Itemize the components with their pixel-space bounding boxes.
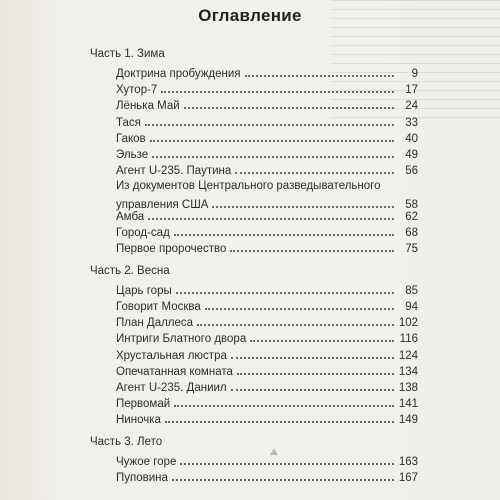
toc-entry[interactable] — [116, 346, 418, 362]
toc-entry-title: Тася — [116, 117, 141, 129]
leader-dots — [231, 388, 394, 391]
leader-dots — [174, 404, 394, 407]
toc-entry-title: Первое пророчество — [116, 243, 227, 255]
page-title: Оглавление — [198, 6, 302, 25]
leader-dots — [161, 90, 394, 93]
leader-dots — [245, 74, 394, 77]
toc-entry-page: 94 — [405, 301, 418, 313]
toc-entry-title: Доктрина пробуждения — [116, 68, 241, 80]
toc-entry-title: Ниночка — [116, 414, 161, 426]
leader-dots — [180, 462, 394, 465]
toc-entry-page: 56 — [405, 165, 418, 177]
toc-entry[interactable] — [116, 239, 418, 255]
part-heading: Часть 2. Весна — [90, 265, 170, 277]
toc-entry-page: 134 — [398, 366, 418, 378]
toc-entry[interactable] — [116, 362, 418, 378]
leader-dots — [172, 478, 394, 481]
toc-entry[interactable] — [116, 297, 418, 313]
toc-entry-title: Агент U-235. Паутина — [116, 165, 232, 177]
toc-entry-page: 33 — [405, 117, 418, 129]
toc-entry-page: 49 — [405, 149, 418, 161]
toc-entry-page: 138 — [398, 382, 418, 394]
toc-entry-page: 68 — [405, 227, 418, 239]
toc-entry[interactable] — [116, 161, 418, 177]
part-heading: Часть 1. Зима — [90, 48, 165, 60]
toc-entry-title: Хутор-7 — [116, 84, 158, 96]
toc-entry[interactable] — [116, 329, 418, 345]
leader-dots — [197, 323, 394, 326]
toc-entry[interactable] — [116, 452, 418, 468]
toc-entry[interactable] — [116, 281, 418, 297]
toc-entry-title: Хрустальная люстра — [116, 350, 227, 362]
toc-entry[interactable] — [116, 64, 418, 80]
toc-entry-title: Чужое горе — [116, 456, 177, 468]
toc-entry[interactable] — [116, 313, 418, 329]
toc-entry-page: 102 — [398, 317, 418, 329]
toc-entry-page: 141 — [398, 398, 418, 410]
toc-entry[interactable] — [116, 394, 418, 410]
toc-entry-page: 40 — [405, 133, 418, 145]
leader-dots — [205, 307, 394, 310]
leader-dots — [165, 420, 394, 423]
toc-entry-page: 124 — [398, 350, 418, 362]
toc-entry[interactable] — [116, 113, 418, 129]
toc-entry-title: Говорит Москва — [116, 301, 201, 313]
toc-entry-title: План Даллеса — [116, 317, 194, 329]
toc-entry[interactable] — [116, 145, 418, 161]
toc-entry-title: Опечатанная комната — [116, 366, 233, 378]
toc-entry-title-line2: управления США — [116, 199, 209, 211]
toc-entry-title: Эльзе — [116, 149, 149, 161]
toc-entry-page: 9 — [411, 68, 418, 80]
toc-entry[interactable] — [116, 207, 418, 223]
leader-dots — [174, 233, 394, 236]
toc-entry[interactable] — [116, 223, 418, 239]
part-heading: Часть 3. Лето — [90, 436, 163, 448]
toc-entry-page: 167 — [398, 472, 418, 484]
leader-dots — [231, 356, 394, 359]
toc-entry-page: 58 — [405, 199, 418, 211]
toc-entry-title: Агент U-235. Даниил — [116, 382, 227, 394]
leader-dots — [148, 217, 394, 220]
toc-entry-title: Царь горы — [116, 285, 172, 297]
leader-dots — [152, 155, 394, 158]
leader-dots — [145, 123, 394, 126]
toc-entry-page: 75 — [405, 243, 418, 255]
leader-dots — [176, 291, 394, 294]
toc-entry-page: 116 — [399, 333, 418, 345]
toc-entry[interactable] — [116, 410, 418, 426]
toc-entry-page: 62 — [405, 211, 418, 223]
toc-entry-title: Город-сад — [116, 227, 170, 239]
toc-entry-page: 149 — [398, 414, 418, 426]
toc-entry-page: 17 — [405, 84, 418, 96]
toc-entry-title: Гаков — [116, 133, 146, 145]
toc-entry-title-line1: Из документов Центрального разведывательного — [116, 180, 381, 192]
toc-entry[interactable] — [116, 129, 418, 145]
toc-entry[interactable] — [116, 378, 418, 394]
toc-entry[interactable] — [116, 96, 418, 112]
leader-dots — [150, 139, 394, 142]
leader-dots — [184, 106, 394, 109]
leader-dots — [237, 372, 394, 375]
leader-dots — [235, 171, 394, 174]
toc-entry[interactable] — [116, 80, 418, 96]
toc-entry-title: Первомай — [116, 398, 171, 410]
toc-entry-title: Интриги Блатного двора — [116, 333, 247, 345]
toc-entry-page: 85 — [405, 285, 418, 297]
leader-dots — [230, 249, 394, 252]
toc-entry-page: 24 — [405, 100, 418, 112]
toc-entry-page: 163 — [398, 456, 418, 468]
toc-entry-title: Амба — [116, 211, 145, 223]
toc-entry-title: Лёнька Май — [116, 100, 180, 112]
toc-entry-title: Пуповина — [116, 472, 168, 484]
leader-dots — [250, 339, 394, 342]
toc-entry[interactable] — [116, 468, 418, 484]
